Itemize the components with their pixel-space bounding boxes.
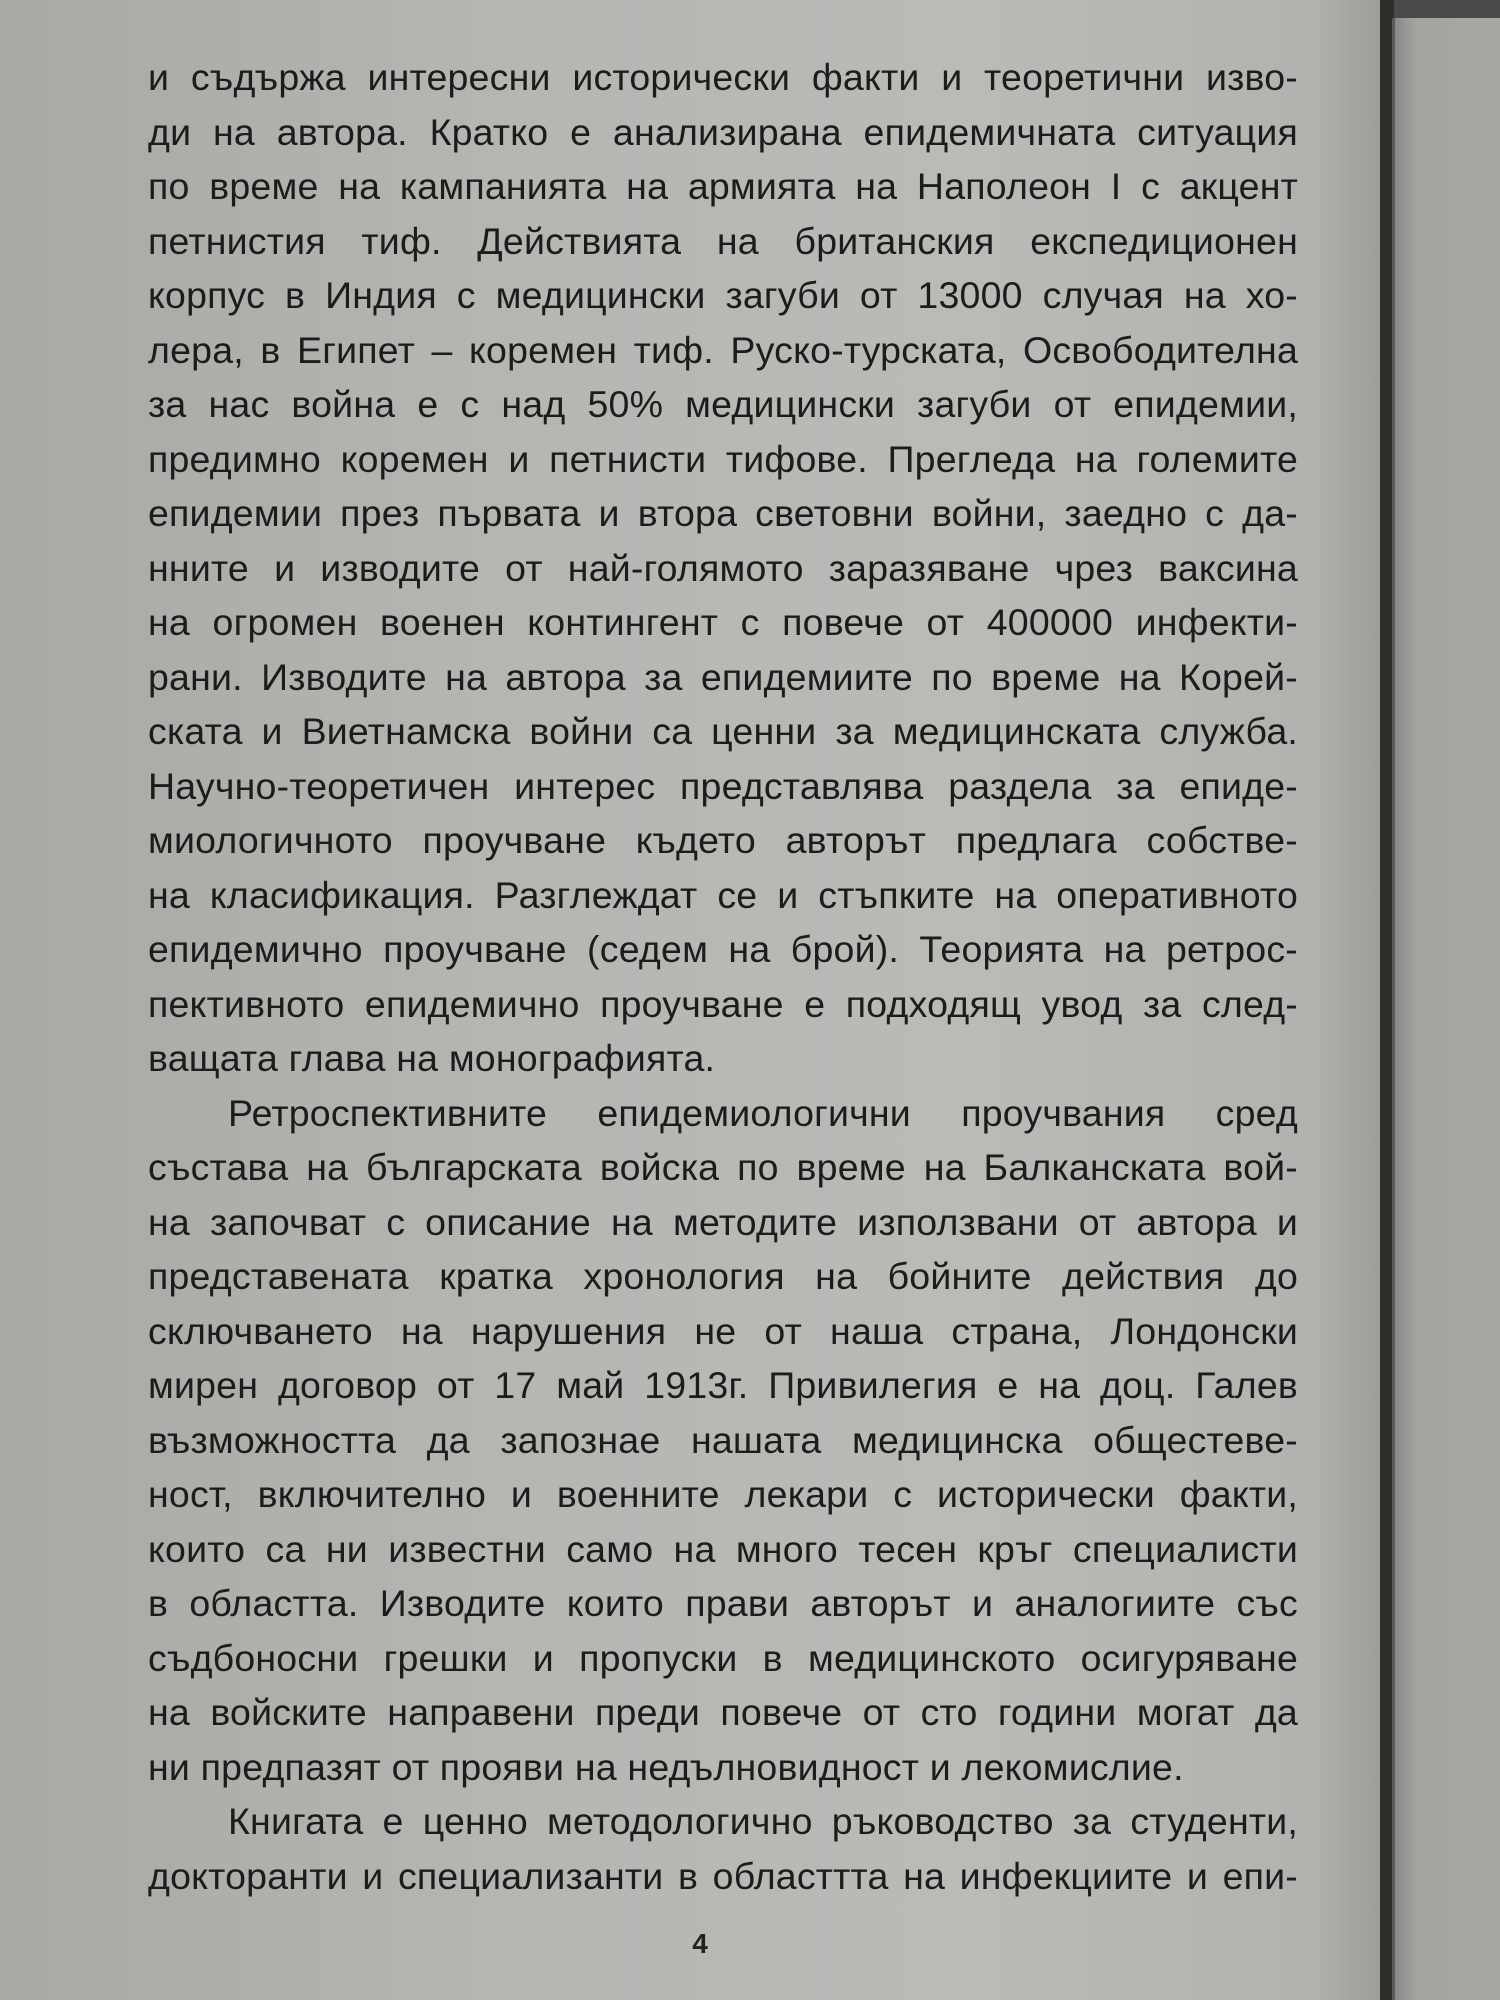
paragraph-2 (148, 1086, 1298, 1795)
text-line: мирен договор от 17 май 1913г. Привилегия е на доц. Галев (148, 1364, 1298, 1406)
text-line: Научно-теоретичен интерес представлява раздела за епиде- (148, 764, 1298, 807)
text-line: и съдържа интересни исторически факти и теоретични изво- (148, 56, 1298, 98)
text-line: за нас война е с над 50% медицински загуби от епидемии, (148, 383, 1298, 425)
text-line: възможността да запознае нашата медицинска общестеве- (148, 1418, 1298, 1461)
text-line: епидемии през първата и втора световни войни, заедно с да- (148, 492, 1298, 534)
text-line: в областта. Изводите които прави авторът и аналогиите със (148, 1582, 1298, 1624)
text-line: епидемично проучване (седем на брой). Теорията на ретрос- (148, 928, 1298, 970)
text-line: лера, в Египет – коремен тиф. Руско-турската, Освободителна (148, 328, 1298, 371)
text-line: Ретроспективните епидемиологични проучвания сред (228, 1091, 1298, 1134)
text-line: Книгата е ценно методологично ръководство за студенти, (228, 1800, 1298, 1842)
page-text (148, 50, 1298, 1903)
text-line: на класификация. Разглеждат се и стъпките на оперативното (148, 873, 1298, 916)
paragraph-3 (148, 1794, 1298, 1903)
text-line: предимно коремен и петнисти тифове. Прегледа на големите (148, 437, 1298, 480)
text-line: петнистия тиф. Действията на британския експедиционен (148, 219, 1298, 262)
text-line: миологичното проучване където авторът предлага собстве- (148, 819, 1298, 861)
text-line: докторанти и специализанти в областтта на инфекциите и епи- (148, 1854, 1298, 1897)
text-line: ската и Виетнамска войни са ценни за медицинската служба. (148, 710, 1298, 752)
text-line: пективното епидемично проучване е подходящ увод за след- (148, 982, 1298, 1025)
text-line: ди на автора. Кратко е анализирана епидемичната ситуация (148, 110, 1298, 153)
text-line: на започват с описание на методите използвани от автора и (148, 1200, 1298, 1243)
book-cover-edge (1392, 18, 1500, 2000)
text-line: корпус в Индия с медицински загуби от 13000 случая на хо- (148, 274, 1298, 316)
text-line: сключването на нарушения не от наша страна, Лондонски (148, 1309, 1298, 1352)
text-line: състава на българската войска по време на Балканската вой- (148, 1146, 1298, 1188)
text-line: рани. Изводите на автора за епидемиите по време на Корей- (148, 655, 1298, 698)
text-line: на войските направени преди повече от сто години могат да (148, 1691, 1298, 1733)
text-line: ващата глава на монографията. (148, 1037, 716, 1079)
text-line: по време на кампанията на армията на Наполеон I с акцент (148, 165, 1298, 207)
text-line: нните и изводите от най-голямото заразяване чрез ваксина (148, 546, 1298, 589)
text-line: които са ни известни само на много тесен кръг специалисти (148, 1527, 1298, 1570)
paragraph-1 (148, 50, 1298, 1086)
text-line: на огромен военен контингент с повече от 400000 инфекти- (148, 601, 1298, 643)
text-line: ност, включително и военните лекари с исторически факти, (148, 1473, 1298, 1515)
page-number: 4 (692, 1928, 708, 1959)
text-line: ни предпазят от прояви на недълновидност и лекомислие. (148, 1745, 1184, 1788)
text-line: представената кратка хронология на бойните действия до (148, 1255, 1298, 1297)
text-line: съдбоносни грешки и пропуски в медицинското осигуряване (148, 1636, 1298, 1679)
